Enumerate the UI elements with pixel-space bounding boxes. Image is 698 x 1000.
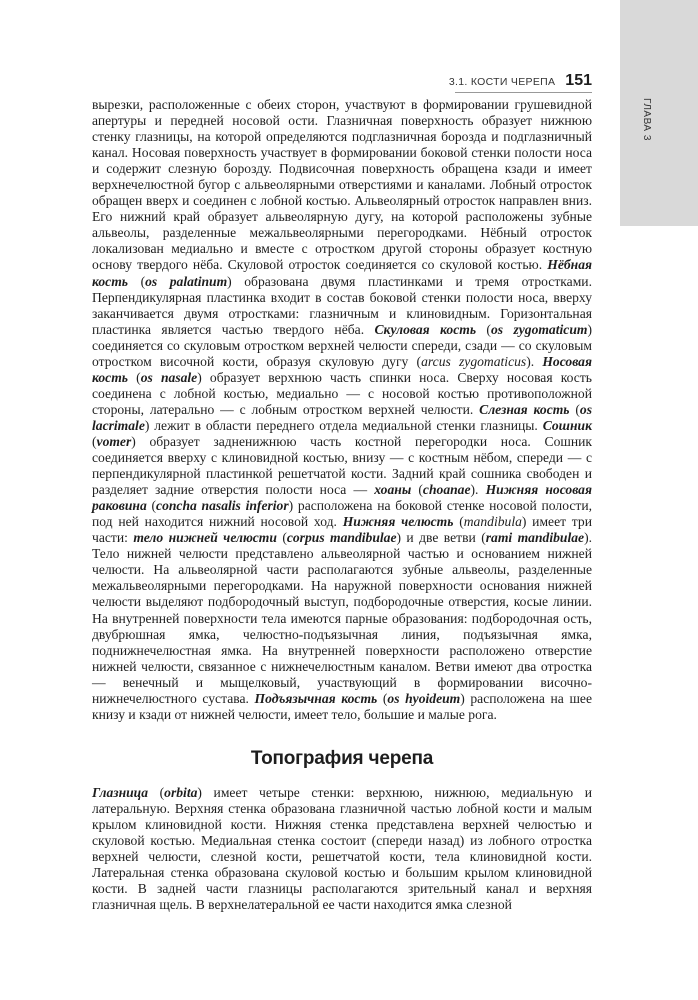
latin-orbita: orbita bbox=[164, 785, 198, 800]
latin-os-hyoideum: os hyoideum bbox=[387, 690, 461, 706]
term-hyoid-bone: Подъязычная кость bbox=[254, 690, 378, 706]
term-vomer: Сошник bbox=[542, 417, 592, 433]
latin-corpus-mandibulae: corpus mandibulae bbox=[286, 530, 397, 546]
term-zygomatic-bone: Скуловая кость bbox=[374, 321, 477, 337]
term-choanae: хоаны bbox=[374, 482, 412, 498]
chapter-tab bbox=[620, 0, 698, 226]
running-head bbox=[449, 72, 592, 90]
latin-os-zygomaticum: os zygomaticum bbox=[490, 321, 588, 337]
paragraph-bones: вырезки, расположенные с обеих сторон, участвуют в формировании грушевидной апертуры и передней носовой ости. Глазничная поверхность образует нижнюю стенку глазницы, на которой определяются подглазничная борозда и подглазничный канал. Носовая поверхность участвует в формировании боковой стенки полости носа и содержит слезную борозду. Подвисочная поверхность обращена кзади и имеет верхнечелюстной бугор с альвеолярными отверстиями и каналами. Лобный отросток обращен вверх и соединен с лобной костью. Альвеолярный отросток направлен вниз. Его нижний край образует альвеолярную дугу, на которой расположены зубные альвеолы, разделенные межальвеолярными перегородками. Нёбный отросток локализован медиально и вместе с отростком другой стороны образует костную основу твердого нёба. Скуловой отросток соединяется со скуловой костью. Нёбная кость (os palatinum) образована двумя пластинками и тремя отростками. Перпендикулярная пластинка входит в состав боковой стенки полости носа, вверху заканчивается двумя отростками: глазничным и клиновидным. Горизонтальная пластинка является частью твердого нёба. Скуловая кость (os zygomaticum) соединяется со скуловым отростком верхней челюсти спереди, сзади — со скуловым отростком височной кости, образуя скуловую дугу (arcus zygomaticus). Носовая кость (os nasale) образует верхнюю часть спинки носа. Сверху носовая кость соединена с лобной костью, медиально — с носовой костью противоположной стороны, латерально — с лобным отростком верхней челюсти. Слезная кость (os lacrimale) лежит в области переднего отдела медиальной стенки глазницы. Сошник (vomer) образует задненижнюю часть костной перегородки носа. Сошник соединяется вверху с клиновидной костью, внизу — с костным нёбом, спереди — с перпендикулярной пластинкой решетчатой кости. Задний край сошника свободен и разделяет задние отверстия полости носа — хоаны (choanae). Нижняя носовая раковина (concha nasalis inferior) расположена на боковой стенке носовой полости, под ней находится нижний носовой ход. Нижняя челюсть (mandibula) имеет три части: тело нижней челюсти (corpus mandibulae) и две ветви (rami mandibulae). Тело нижней челюсти представлено альвеолярной частью и основанием нижней челюсти. На альвеолярной части располагаются зубные альвеолы, разделенные межальвеолярными перегородками. На наружной поверхности основания нижней челюсти выделяют подбородочный выступ, подбородочные отверстия, косые линии. На внутренней поверхности тела имеются парные образования: подбородочная ость, двубрюшная ямка, челюстно-подъязычная линия, подъязычная ямка, поднижнечелюстная ямка. На внутренней поверхности расположено отверстие нижней челюсти, связанное с нижнечелюстным каналом. Ветви имеют два отростка — венечный и мыщелковый, участвующий в формировании височно-нижнечелюстного сустава. Подъязычная кость (os hyoideum) расположена на шее книзу и кзади от нижней челюсти, имеет тело, большие и малые рога. bbox=[92, 97, 593, 722]
latin-concha-nasalis-inferior: concha nasalis inferior bbox=[156, 498, 289, 514]
term-lacrimal-bone: Слезная кость bbox=[479, 401, 570, 417]
page-number: 151 bbox=[565, 72, 592, 89]
latin-choanae: choanae bbox=[422, 482, 471, 498]
latin-arcus-zygomaticus: arcus zygomaticus bbox=[421, 353, 527, 369]
running-head-section: 3.1. КОСТИ ЧЕРЕПА bbox=[448, 76, 556, 88]
latin-rami-mandibulae: rami mandibulae bbox=[485, 530, 585, 546]
latin-os-lacrimale: os lacrimale bbox=[92, 401, 593, 433]
section-heading: Топография черепа bbox=[250, 748, 434, 769]
latin-mandibula: mandibula bbox=[463, 514, 522, 530]
term-orbit: Глазница bbox=[92, 785, 149, 800]
term-palatine-bone: Нёбная кость bbox=[92, 257, 592, 289]
latin-vomer: vomer bbox=[96, 433, 132, 449]
term-nasal-bone: Носовая кость bbox=[92, 353, 592, 385]
body-text-block-2 bbox=[92, 785, 592, 913]
paragraph-orbit: Глазница (orbita) имеет четыре стенки: верхнюю, нижнюю, медиальную и латеральную. Верхняя стенка образована глазничной частью лобной кости и малым крылом клиновидной кости. Нижняя стенка представлена верхней челюстью и скуловой костью. Медиальная стенка состоит (спереди назад) из лобного отростка верхней челюсти, слезной кости, решетчатой кости, тела клиновидной кости. Латеральная стенка образована скуловой костью и большим крылом клиновидной кости. В задней части глазницы располагаются зрительный канал и верхняя глазничная щель. В верхнелатеральной ее части находится ямка слезной bbox=[92, 785, 592, 913]
term-mandible-body: тело нижней челюсти bbox=[133, 530, 277, 546]
latin-os-palatinum: os palatinum bbox=[145, 273, 228, 289]
body-text-block bbox=[92, 97, 592, 723]
latin-os-nasale: os nasale bbox=[140, 369, 198, 385]
header-rule bbox=[455, 92, 592, 93]
term-mandible: Нижняя челюсть bbox=[342, 514, 454, 530]
term-inferior-concha: Нижняя носовая раковина bbox=[92, 482, 592, 514]
chapter-tab-label: ГЛАВА 3 bbox=[641, 98, 652, 141]
